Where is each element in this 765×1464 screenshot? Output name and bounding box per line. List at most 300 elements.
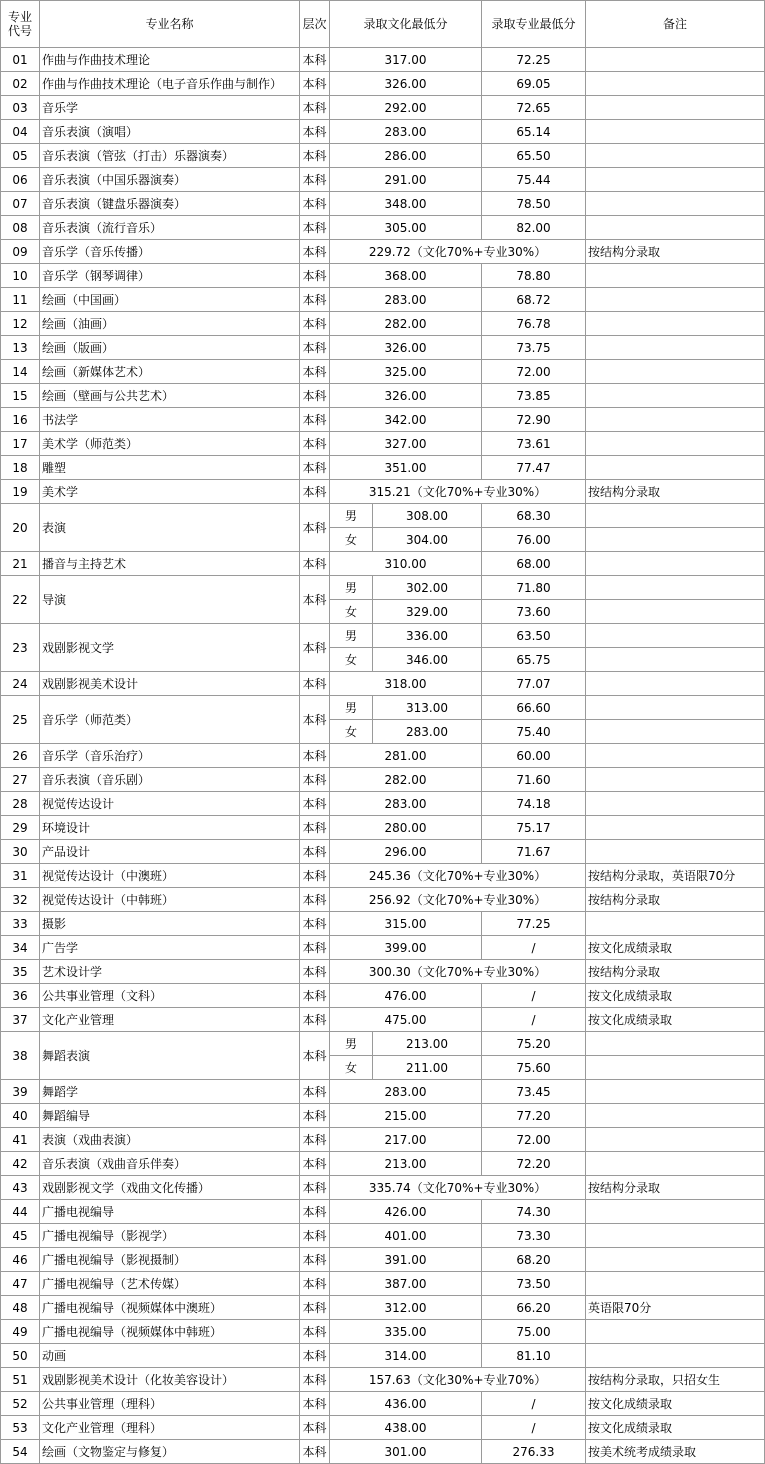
- remark-cell: 按结构分录取: [586, 480, 765, 504]
- table-row: [1, 504, 765, 528]
- major-score-cell: 60.00: [482, 744, 586, 768]
- table-body: [1, 48, 765, 1464]
- culture-score-cell: 391.00: [330, 1248, 482, 1272]
- combined-score-cell: 300.30（文化70%+专业30%）: [330, 960, 586, 984]
- level-cell: 本科: [300, 888, 330, 912]
- culture-score-cell: 348.00: [330, 192, 482, 216]
- level-cell: 本科: [300, 360, 330, 384]
- major-name-cell: 戏剧影视美术设计: [40, 672, 300, 696]
- culture-score-cell: 313.00: [373, 696, 482, 720]
- major-score-cell: 78.50: [482, 192, 586, 216]
- culture-score-cell: 315.00: [330, 912, 482, 936]
- code-cell: 26: [1, 744, 40, 768]
- culture-score-cell: 475.00: [330, 1008, 482, 1032]
- culture-score-cell: 213.00: [330, 1152, 482, 1176]
- major-score-cell: 66.20: [482, 1296, 586, 1320]
- code-cell: 29: [1, 816, 40, 840]
- major-name-cell: 音乐学（音乐传播）: [40, 240, 300, 264]
- culture-score-cell: 312.00: [330, 1296, 482, 1320]
- major-score-cell: 72.20: [482, 1152, 586, 1176]
- major-name-cell: 书法学: [40, 408, 300, 432]
- major-name-cell: 音乐学: [40, 96, 300, 120]
- culture-score-cell: 329.00: [373, 600, 482, 624]
- remark-cell: [586, 720, 765, 744]
- header-major-score: 录取专业最低分: [482, 1, 586, 48]
- major-name-cell: 音乐学（音乐治疗）: [40, 744, 300, 768]
- code-cell: 08: [1, 216, 40, 240]
- code-cell: 36: [1, 984, 40, 1008]
- culture-score-cell: 351.00: [330, 456, 482, 480]
- major-name-cell: 音乐表演（键盘乐器演奏）: [40, 192, 300, 216]
- major-score-cell: /: [482, 936, 586, 960]
- remark-cell: [586, 1104, 765, 1128]
- table-row: [1, 1008, 765, 1032]
- code-cell: 14: [1, 360, 40, 384]
- culture-score-cell: 302.00: [373, 576, 482, 600]
- major-name-cell: 音乐表演（演唱）: [40, 120, 300, 144]
- header-name: 专业名称: [40, 1, 300, 48]
- remark-cell: [586, 168, 765, 192]
- level-cell: 本科: [300, 504, 330, 552]
- culture-score-cell: 401.00: [330, 1224, 482, 1248]
- remark-cell: 按结构分录取，英语限70分: [586, 864, 765, 888]
- level-cell: 本科: [300, 960, 330, 984]
- culture-score-cell: 325.00: [330, 360, 482, 384]
- major-name-cell: 绘画（中国画）: [40, 288, 300, 312]
- remark-cell: [586, 528, 765, 552]
- level-cell: 本科: [300, 984, 330, 1008]
- code-cell: 41: [1, 1128, 40, 1152]
- major-name-cell: 广告学: [40, 936, 300, 960]
- major-name-cell: 绘画（文物鉴定与修复）: [40, 1440, 300, 1464]
- table-row: [1, 1416, 765, 1440]
- remark-cell: [586, 816, 765, 840]
- culture-score-cell: 292.00: [330, 96, 482, 120]
- remark-cell: [586, 192, 765, 216]
- level-cell: 本科: [300, 1200, 330, 1224]
- remark-cell: 按文化成绩录取: [586, 1008, 765, 1032]
- major-name-cell: 广播电视编导（影视学）: [40, 1224, 300, 1248]
- major-name-cell: 雕塑: [40, 456, 300, 480]
- major-name-cell: 摄影: [40, 912, 300, 936]
- sex-cell: 男: [330, 576, 373, 600]
- level-cell: 本科: [300, 336, 330, 360]
- level-cell: 本科: [300, 1176, 330, 1200]
- level-cell: 本科: [300, 816, 330, 840]
- level-cell: 本科: [300, 1320, 330, 1344]
- code-cell: 27: [1, 768, 40, 792]
- culture-score-cell: 310.00: [330, 552, 482, 576]
- code-cell: 01: [1, 48, 40, 72]
- code-cell: 17: [1, 432, 40, 456]
- header-remark: 备注: [586, 1, 765, 48]
- culture-score-cell: 399.00: [330, 936, 482, 960]
- culture-score-cell: 301.00: [330, 1440, 482, 1464]
- major-name-cell: 音乐表演（流行音乐）: [40, 216, 300, 240]
- major-name-cell: 音乐学（师范类）: [40, 696, 300, 744]
- remark-cell: 按文化成绩录取: [586, 984, 765, 1008]
- code-cell: 39: [1, 1080, 40, 1104]
- level-cell: 本科: [300, 72, 330, 96]
- major-name-cell: 戏剧影视文学: [40, 624, 300, 672]
- code-cell: 05: [1, 144, 40, 168]
- major-score-cell: 68.00: [482, 552, 586, 576]
- code-cell: 20: [1, 504, 40, 552]
- code-cell: 04: [1, 120, 40, 144]
- sex-cell: 女: [330, 600, 373, 624]
- culture-score-cell: 211.00: [373, 1056, 482, 1080]
- remark-cell: [586, 1128, 765, 1152]
- major-score-cell: 72.90: [482, 408, 586, 432]
- culture-score-cell: 305.00: [330, 216, 482, 240]
- combined-score-cell: 315.21（文化70%+专业30%）: [330, 480, 586, 504]
- level-cell: 本科: [300, 216, 330, 240]
- major-score-cell: 74.18: [482, 792, 586, 816]
- major-score-cell: 73.45: [482, 1080, 586, 1104]
- culture-score-cell: 217.00: [330, 1128, 482, 1152]
- major-score-cell: 76.78: [482, 312, 586, 336]
- culture-score-cell: 346.00: [373, 648, 482, 672]
- culture-score-cell: 304.00: [373, 528, 482, 552]
- culture-score-cell: 308.00: [373, 504, 482, 528]
- table-row: [1, 792, 765, 816]
- major-score-cell: 71.60: [482, 768, 586, 792]
- code-cell: 12: [1, 312, 40, 336]
- level-cell: 本科: [300, 312, 330, 336]
- culture-score-cell: 282.00: [330, 312, 482, 336]
- table-row: [1, 240, 765, 264]
- major-name-cell: 绘画（壁画与公共艺术）: [40, 384, 300, 408]
- sex-cell: 女: [330, 528, 373, 552]
- culture-score-cell: 213.00: [373, 1032, 482, 1056]
- level-cell: 本科: [300, 1152, 330, 1176]
- code-cell: 49: [1, 1320, 40, 1344]
- remark-cell: [586, 312, 765, 336]
- level-cell: 本科: [300, 1440, 330, 1464]
- remark-cell: [586, 1080, 765, 1104]
- culture-score-cell: 342.00: [330, 408, 482, 432]
- major-name-cell: 作曲与作曲技术理论: [40, 48, 300, 72]
- major-name-cell: 播音与主持艺术: [40, 552, 300, 576]
- code-cell: 25: [1, 696, 40, 744]
- level-cell: 本科: [300, 1248, 330, 1272]
- code-cell: 30: [1, 840, 40, 864]
- remark-cell: [586, 360, 765, 384]
- code-cell: 50: [1, 1344, 40, 1368]
- major-name-cell: 环境设计: [40, 816, 300, 840]
- header-code: 专业代号: [1, 1, 40, 48]
- table-row: [1, 672, 765, 696]
- combined-score-cell: 245.36（文化70%+专业30%）: [330, 864, 586, 888]
- table-row: [1, 168, 765, 192]
- remark-cell: 按文化成绩录取: [586, 1392, 765, 1416]
- major-score-cell: 77.25: [482, 912, 586, 936]
- table-row: [1, 456, 765, 480]
- major-name-cell: 绘画（新媒体艺术）: [40, 360, 300, 384]
- major-name-cell: 作曲与作曲技术理论（电子音乐作曲与制作）: [40, 72, 300, 96]
- major-name-cell: 视觉传达设计（中澳班）: [40, 864, 300, 888]
- major-name-cell: 产品设计: [40, 840, 300, 864]
- table-row: [1, 120, 765, 144]
- code-cell: 42: [1, 1152, 40, 1176]
- table-row: [1, 1032, 765, 1056]
- code-cell: 51: [1, 1368, 40, 1392]
- table-row: [1, 360, 765, 384]
- table-row: [1, 1080, 765, 1104]
- code-cell: 52: [1, 1392, 40, 1416]
- major-score-cell: 69.05: [482, 72, 586, 96]
- major-score-cell: 81.10: [482, 1344, 586, 1368]
- culture-score-cell: 438.00: [330, 1416, 482, 1440]
- remark-cell: [586, 1248, 765, 1272]
- code-cell: 45: [1, 1224, 40, 1248]
- major-name-cell: 表演: [40, 504, 300, 552]
- table-row: [1, 624, 765, 648]
- code-cell: 34: [1, 936, 40, 960]
- code-cell: 53: [1, 1416, 40, 1440]
- remark-cell: 按结构分录取: [586, 888, 765, 912]
- major-score-cell: 72.65: [482, 96, 586, 120]
- level-cell: 本科: [300, 744, 330, 768]
- remark-cell: [586, 600, 765, 624]
- major-name-cell: 广播电视编导（影视摄制）: [40, 1248, 300, 1272]
- major-name-cell: 文化产业管理: [40, 1008, 300, 1032]
- remark-cell: [586, 144, 765, 168]
- sex-cell: 女: [330, 648, 373, 672]
- remark-cell: [586, 744, 765, 768]
- table-row: [1, 336, 765, 360]
- major-name-cell: 音乐表演（音乐剧）: [40, 768, 300, 792]
- level-cell: 本科: [300, 1344, 330, 1368]
- remark-cell: [586, 96, 765, 120]
- major-score-cell: 66.60: [482, 696, 586, 720]
- culture-score-cell: 335.00: [330, 1320, 482, 1344]
- level-cell: 本科: [300, 456, 330, 480]
- major-score-cell: 68.72: [482, 288, 586, 312]
- major-score-cell: /: [482, 1008, 586, 1032]
- table-row: [1, 432, 765, 456]
- major-score-cell: 75.17: [482, 816, 586, 840]
- major-name-cell: 艺术设计学: [40, 960, 300, 984]
- sex-cell: 男: [330, 504, 373, 528]
- level-cell: 本科: [300, 1416, 330, 1440]
- remark-cell: [586, 672, 765, 696]
- major-name-cell: 广播电视编导（视频媒体中澳班）: [40, 1296, 300, 1320]
- level-cell: 本科: [300, 48, 330, 72]
- code-cell: 33: [1, 912, 40, 936]
- code-cell: 43: [1, 1176, 40, 1200]
- major-score-cell: 73.85: [482, 384, 586, 408]
- remark-cell: [586, 576, 765, 600]
- code-cell: 38: [1, 1032, 40, 1080]
- major-name-cell: 导演: [40, 576, 300, 624]
- header-culture-score: 录取文化最低分: [330, 1, 482, 48]
- culture-score-cell: 283.00: [373, 720, 482, 744]
- major-name-cell: 视觉传达设计（中韩班）: [40, 888, 300, 912]
- sex-cell: 男: [330, 624, 373, 648]
- remark-cell: [586, 384, 765, 408]
- remark-cell: [586, 408, 765, 432]
- level-cell: 本科: [300, 144, 330, 168]
- remark-cell: [586, 840, 765, 864]
- major-score-cell: 77.07: [482, 672, 586, 696]
- level-cell: 本科: [300, 192, 330, 216]
- level-cell: 本科: [300, 120, 330, 144]
- major-name-cell: 广播电视编导（艺术传媒）: [40, 1272, 300, 1296]
- table-row: [1, 216, 765, 240]
- sex-cell: 女: [330, 1056, 373, 1080]
- table-row: [1, 1440, 765, 1464]
- major-name-cell: 美术学: [40, 480, 300, 504]
- level-cell: 本科: [300, 288, 330, 312]
- code-cell: 22: [1, 576, 40, 624]
- table-row: [1, 384, 765, 408]
- code-cell: 23: [1, 624, 40, 672]
- remark-cell: [586, 1224, 765, 1248]
- culture-score-cell: 286.00: [330, 144, 482, 168]
- remark-cell: 按文化成绩录取: [586, 1416, 765, 1440]
- table-row: [1, 1368, 765, 1392]
- culture-score-cell: 326.00: [330, 384, 482, 408]
- major-score-cell: 75.00: [482, 1320, 586, 1344]
- culture-score-cell: 282.00: [330, 768, 482, 792]
- code-cell: 03: [1, 96, 40, 120]
- code-cell: 13: [1, 336, 40, 360]
- culture-score-cell: 436.00: [330, 1392, 482, 1416]
- major-score-cell: /: [482, 1416, 586, 1440]
- code-cell: 06: [1, 168, 40, 192]
- remark-cell: [586, 696, 765, 720]
- remark-cell: [586, 504, 765, 528]
- table-row: [1, 312, 765, 336]
- remark-cell: [586, 792, 765, 816]
- major-score-cell: 82.00: [482, 216, 586, 240]
- table-row: [1, 1104, 765, 1128]
- code-cell: 21: [1, 552, 40, 576]
- level-cell: 本科: [300, 768, 330, 792]
- level-cell: 本科: [300, 264, 330, 288]
- table-row: [1, 408, 765, 432]
- table-row: [1, 144, 765, 168]
- level-cell: 本科: [300, 912, 330, 936]
- major-score-cell: 71.67: [482, 840, 586, 864]
- table-row: [1, 1248, 765, 1272]
- remark-cell: [586, 768, 765, 792]
- major-score-cell: /: [482, 984, 586, 1008]
- table-row: [1, 576, 765, 600]
- major-name-cell: 广播电视编导: [40, 1200, 300, 1224]
- culture-score-cell: 283.00: [330, 288, 482, 312]
- level-cell: 本科: [300, 384, 330, 408]
- major-name-cell: 文化产业管理（理科）: [40, 1416, 300, 1440]
- culture-score-cell: 317.00: [330, 48, 482, 72]
- combined-score-cell: 229.72（文化70%+专业30%）: [330, 240, 586, 264]
- major-score-cell: 68.20: [482, 1248, 586, 1272]
- level-cell: 本科: [300, 1272, 330, 1296]
- culture-score-cell: 281.00: [330, 744, 482, 768]
- code-cell: 24: [1, 672, 40, 696]
- level-cell: 本科: [300, 840, 330, 864]
- remark-cell: [586, 912, 765, 936]
- table-row: [1, 1392, 765, 1416]
- remark-cell: [586, 1152, 765, 1176]
- level-cell: 本科: [300, 936, 330, 960]
- major-name-cell: 视觉传达设计: [40, 792, 300, 816]
- table-row: [1, 1344, 765, 1368]
- major-score-cell: 77.20: [482, 1104, 586, 1128]
- table-row: [1, 1128, 765, 1152]
- remark-cell: [586, 1200, 765, 1224]
- level-cell: 本科: [300, 624, 330, 672]
- table-row: [1, 888, 765, 912]
- major-score-cell: 68.30: [482, 504, 586, 528]
- code-cell: 11: [1, 288, 40, 312]
- culture-score-cell: 314.00: [330, 1344, 482, 1368]
- major-score-cell: 72.25: [482, 48, 586, 72]
- combined-score-cell: 157.63（文化30%+专业70%）: [330, 1368, 586, 1392]
- table-row: [1, 1296, 765, 1320]
- sex-cell: 女: [330, 720, 373, 744]
- major-score-cell: 73.60: [482, 600, 586, 624]
- level-cell: 本科: [300, 1392, 330, 1416]
- level-cell: 本科: [300, 168, 330, 192]
- major-score-cell: 75.60: [482, 1056, 586, 1080]
- remark-cell: [586, 1320, 765, 1344]
- table-row: [1, 840, 765, 864]
- major-score-cell: 73.50: [482, 1272, 586, 1296]
- major-name-cell: 戏剧影视美术设计（化妆美容设计）: [40, 1368, 300, 1392]
- remark-cell: [586, 216, 765, 240]
- header-level: 层次: [300, 1, 330, 48]
- major-name-cell: 动画: [40, 1344, 300, 1368]
- table-row: [1, 552, 765, 576]
- table-row: [1, 96, 765, 120]
- major-score-cell: 65.14: [482, 120, 586, 144]
- major-score-cell: 75.44: [482, 168, 586, 192]
- level-cell: 本科: [300, 576, 330, 624]
- table-row: [1, 816, 765, 840]
- remark-cell: [586, 48, 765, 72]
- code-cell: 31: [1, 864, 40, 888]
- table-row: [1, 480, 765, 504]
- table-row: [1, 192, 765, 216]
- level-cell: 本科: [300, 1224, 330, 1248]
- remark-cell: [586, 120, 765, 144]
- level-cell: 本科: [300, 1104, 330, 1128]
- code-cell: 28: [1, 792, 40, 816]
- culture-score-cell: 296.00: [330, 840, 482, 864]
- level-cell: 本科: [300, 96, 330, 120]
- level-cell: 本科: [300, 1080, 330, 1104]
- remark-cell: 按美术统考成绩录取: [586, 1440, 765, 1464]
- culture-score-cell: 283.00: [330, 1080, 482, 1104]
- major-score-cell: 65.50: [482, 144, 586, 168]
- table-row: [1, 1176, 765, 1200]
- code-cell: 07: [1, 192, 40, 216]
- level-cell: 本科: [300, 408, 330, 432]
- sex-cell: 男: [330, 696, 373, 720]
- combined-score-cell: 256.92（文化70%+专业30%）: [330, 888, 586, 912]
- code-cell: 09: [1, 240, 40, 264]
- table-row: [1, 1320, 765, 1344]
- code-cell: 35: [1, 960, 40, 984]
- table-row: [1, 1200, 765, 1224]
- remark-cell: 按文化成绩录取: [586, 936, 765, 960]
- table-row: [1, 1272, 765, 1296]
- major-score-cell: 75.20: [482, 1032, 586, 1056]
- major-name-cell: 舞蹈编导: [40, 1104, 300, 1128]
- level-cell: 本科: [300, 552, 330, 576]
